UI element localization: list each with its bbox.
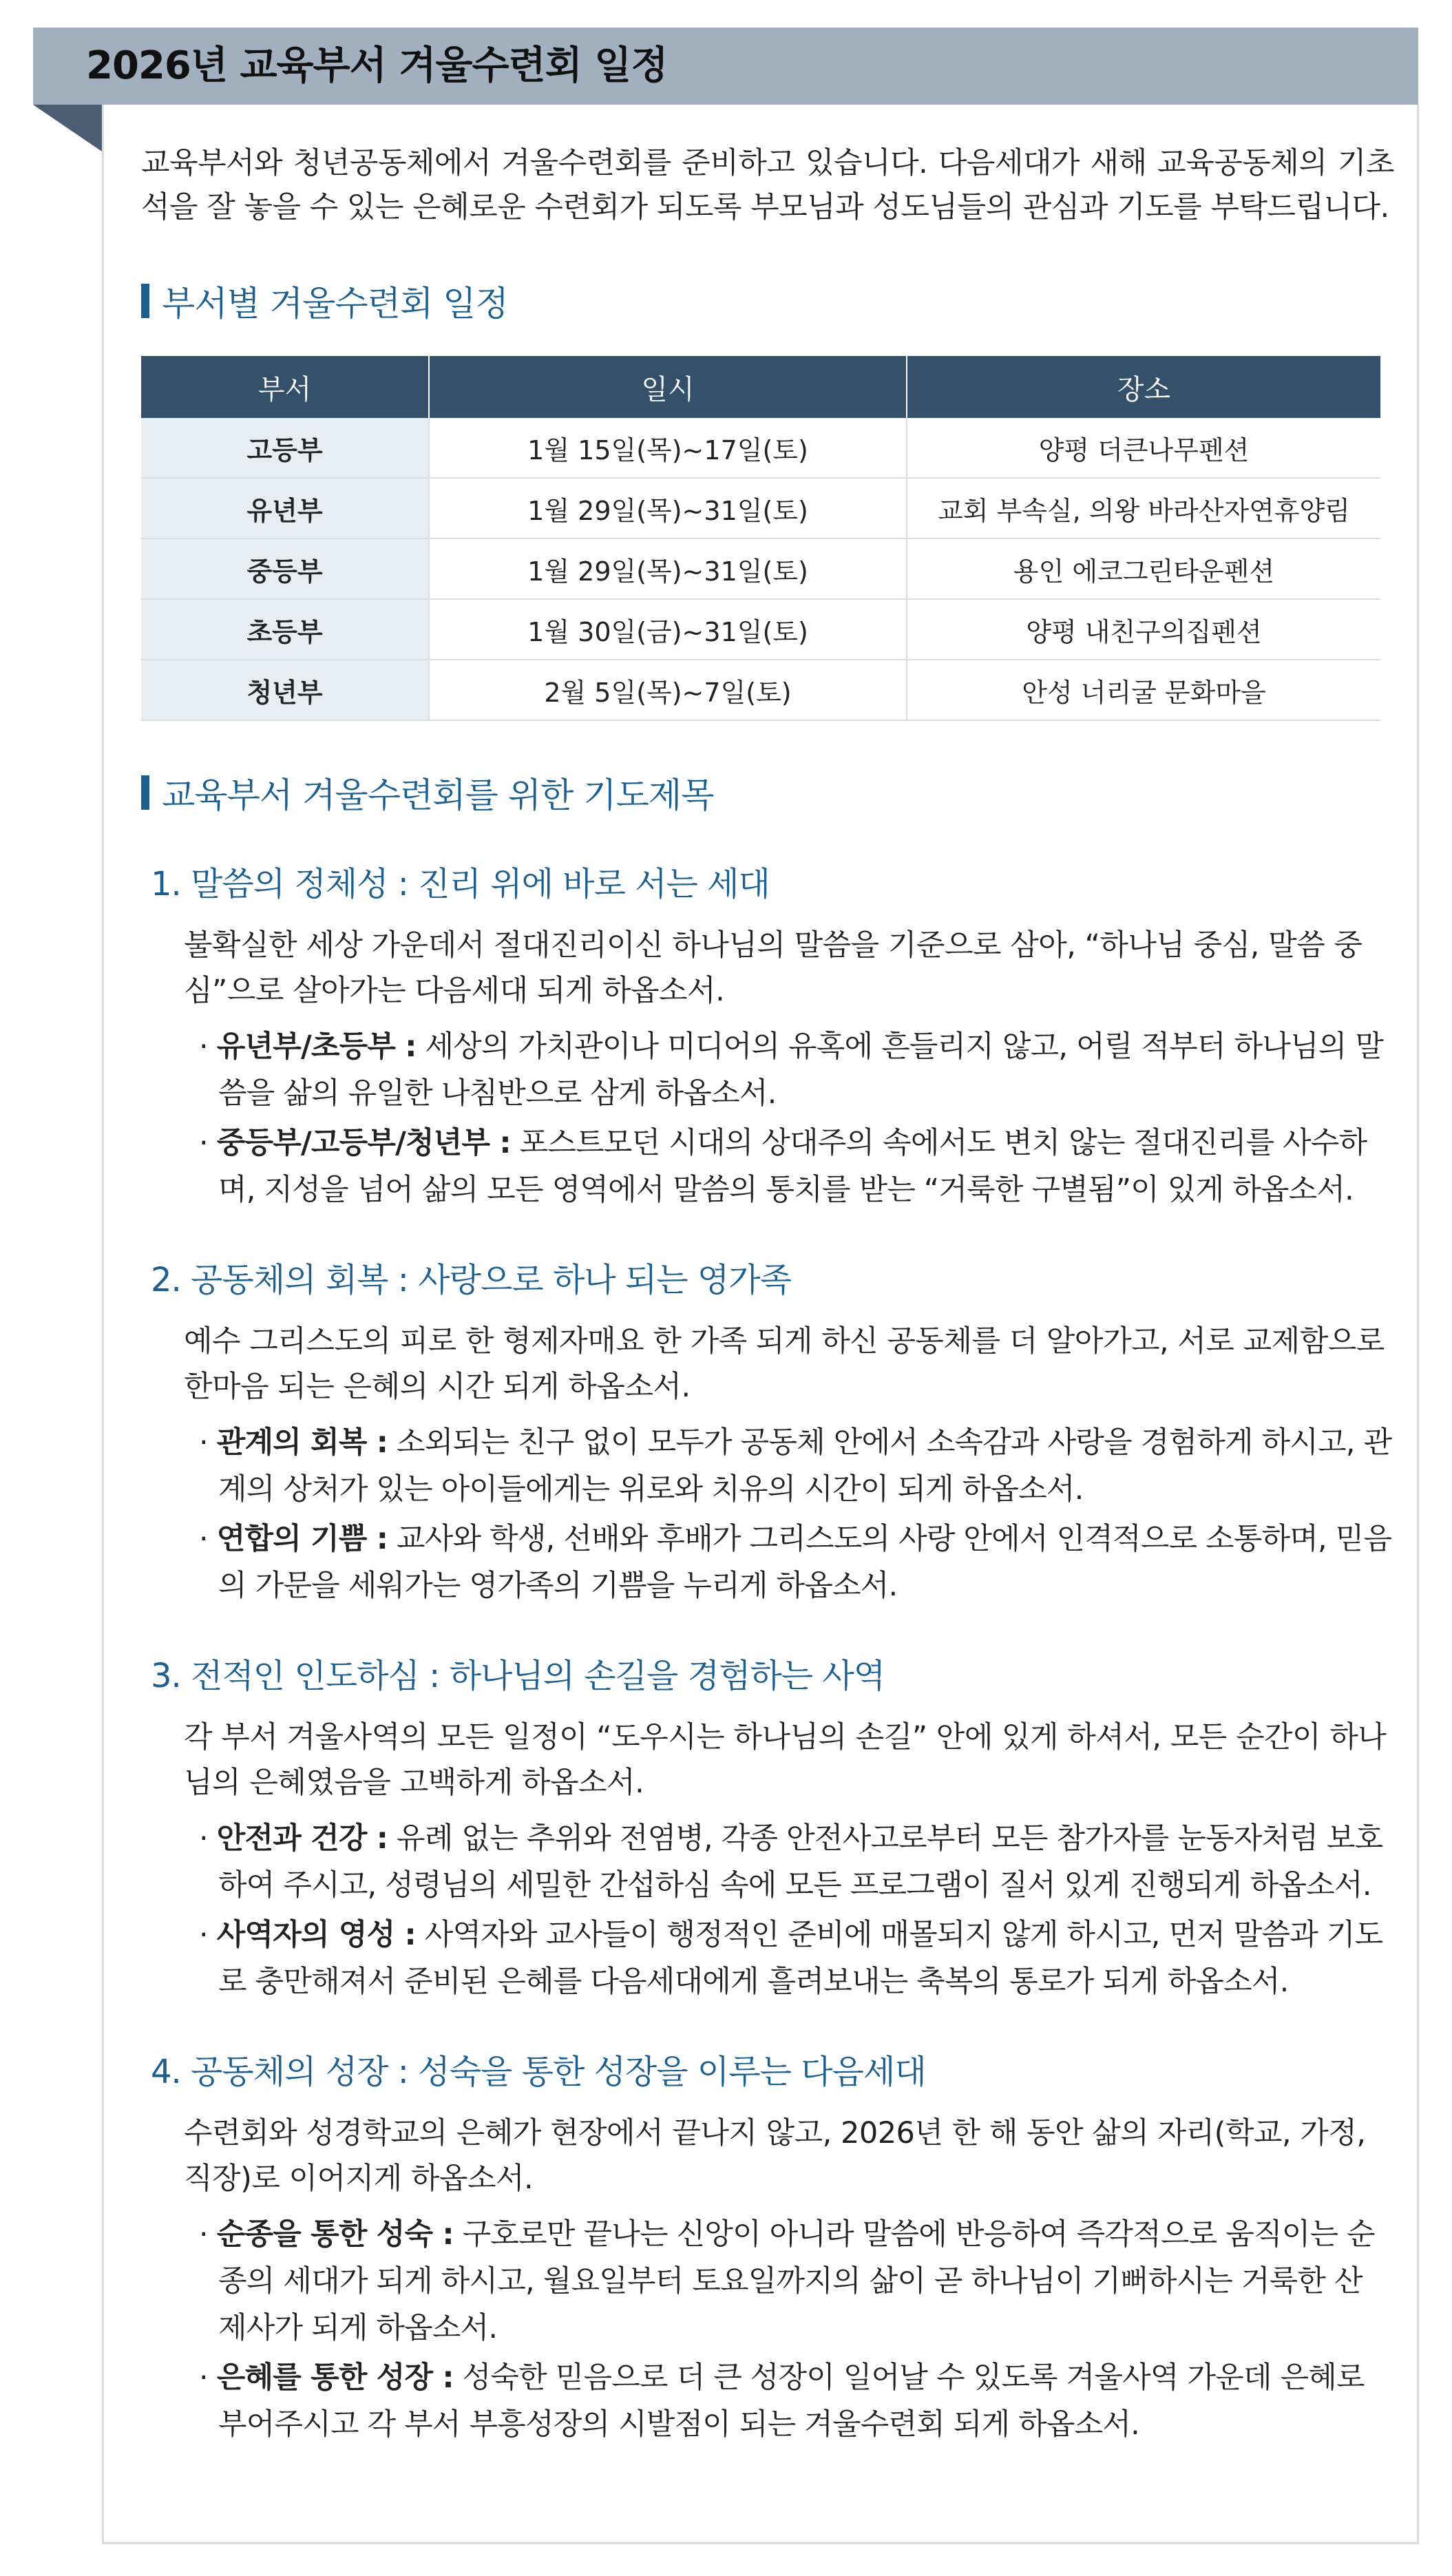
place-cell: 양평 더큰나무펜션 bbox=[907, 418, 1380, 478]
prayer-topic bbox=[141, 857, 1394, 1213]
prayer-topic bbox=[141, 2045, 1394, 2448]
date-cell: 2월 5일(목)~7일(토) bbox=[429, 660, 907, 720]
header-fold-decoration bbox=[33, 105, 102, 151]
topic-bullet: · 연합의 기쁨 : 교사와 학생, 선배와 후배가 그리스도의 사랑 안에서 인격적으로 소통하며, 믿음의 가문을 세워가는 영가족의 기쁨을 누리게 하옵소서. bbox=[199, 1522, 1392, 1603]
topic-bullet: · 관계의 회복 : 소외되는 친구 없이 모두가 공동체 안에서 소속감과 사랑을 경험하게 하시고, 관계의 상처가 있는 아이들에게는 위로와 치유의 시간이 되게 하옵소서. bbox=[199, 1425, 1392, 1507]
topic-title: 3. 전적인 인도하심 : 하나님의 손길을 경험하는 사역 bbox=[151, 1657, 885, 1695]
page-title: 2026년 교육부서 겨울수련회 일정 bbox=[86, 43, 668, 88]
bullet-text: 소외되는 친구 없이 모두가 공동체 안에서 소속감과 사랑을 경험하게 하시고, 관계의 상처가 있는 아이들에게는 위로와 치유의 시간이 되게 하옵소서. bbox=[218, 1425, 1392, 1507]
bullet-label: 연합의 기쁨 : bbox=[216, 1522, 388, 1556]
topic-text: 각 부서 겨울사역의 모든 일정이 “도우시는 하나님의 손길” 안에 있게 하셔서, 모든 순간이 하나님의 은혜였음을 고백하게 하옵소서. bbox=[184, 1720, 1387, 1800]
bullet-label: 안전과 건강 : bbox=[216, 1821, 388, 1856]
topic-title: 4. 공동체의 성장 : 성숙을 통한 성장을 이루는 다음세대 bbox=[151, 2053, 926, 2091]
bullet-text: 사역자와 교사들이 행정적인 준비에 매몰되지 않게 하시고, 먼저 말씀과 기도로 충만해져서 준비된 은혜를 다음세대에게 흘려보내는 축복의 통로가 되게 하옵소서. bbox=[218, 1918, 1383, 1999]
date-cell: 1월 29일(목)~31일(토) bbox=[429, 478, 907, 538]
date-cell: 1월 29일(목)~31일(토) bbox=[429, 538, 907, 599]
place-cell: 용인 에코그린타운펜션 bbox=[907, 538, 1380, 599]
bullet-label: 중등부/고등부/청년부 : bbox=[216, 1126, 511, 1160]
table-row bbox=[141, 660, 1380, 720]
dept-cell: 고등부 bbox=[141, 418, 429, 478]
bullet-text: 성숙한 믿음으로 더 큰 성장이 일어날 수 있도록 겨울사역 가운데 은혜로 부어주시고 각 부서 부흥성장의 시발점이 되는 겨울수련회 되게 하옵소서. bbox=[218, 2360, 1365, 2442]
bullet-label: 유년부/초등부 : bbox=[216, 1029, 417, 1064]
topic-bullet: · 중등부/고등부/청년부 : 포스트모던 시대의 상대주의 속에서도 변치 않는 절대진리를 사수하며, 지성을 넘어 삶의 모든 영역에서 말씀의 통치를 받는 “거룩한 구별됨”이 있게 하옵소서. bbox=[199, 1126, 1367, 1207]
topic-bullet: · 사역자의 영성 : 사역자와 교사들이 행정적인 준비에 매몰되지 않게 하시고, 먼저 말씀과 기도로 충만해져서 준비된 은혜를 다음세대에게 흘려보내는 축복의 통로가 되게 하옵소서. bbox=[199, 1918, 1383, 1999]
prayer-section-heading bbox=[141, 768, 1394, 817]
place-cell: 양평 내친구의집펜션 bbox=[907, 599, 1380, 660]
column-header-place: 장소 bbox=[907, 356, 1380, 418]
table-row bbox=[141, 478, 1380, 538]
column-header-date: 일시 bbox=[429, 356, 907, 418]
date-cell: 1월 15일(목)~17일(토) bbox=[429, 418, 907, 478]
topic-text: 수련회와 성경학교의 은혜가 현장에서 끝나지 않고, 2026년 한 해 동안 삶의 자리(학교, 가정, 직장)로 이어지게 하옵소서. bbox=[184, 2116, 1366, 2196]
schedule-section-heading bbox=[141, 276, 1394, 326]
frame-border-right bbox=[1417, 105, 1419, 2542]
bullet-label: 사역자의 영성 : bbox=[216, 1918, 416, 1952]
bullet-label: 순종을 통한 성숙 : bbox=[216, 2217, 454, 2252]
dept-cell: 청년부 bbox=[141, 660, 429, 720]
dept-cell: 중등부 bbox=[141, 538, 429, 599]
table-row bbox=[141, 538, 1380, 599]
topic-bullet: · 은혜를 통한 성장 : 성숙한 믿음으로 더 큰 성장이 일어날 수 있도록 겨울사역 가운데 은혜로 부어주시고 각 부서 부흥성장의 시발점이 되는 겨울수련회 되게 하옵소서. bbox=[199, 2360, 1365, 2442]
schedule-table bbox=[141, 356, 1380, 721]
date-cell: 1월 30일(금)~31일(토) bbox=[429, 599, 907, 660]
schedule-heading-text: 부서별 겨울수련회 일정 bbox=[162, 284, 508, 324]
topic-title: 2. 공동체의 회복 : 사랑으로 하나 되는 영가족 bbox=[151, 1261, 792, 1299]
bullet-text: 구호로만 끝나는 신앙이 아니라 말씀에 반응하여 즉각적으로 움직이는 순종의 세대가 되게 하시고, 월요일부터 토요일까지의 삶이 곧 하나님이 기뻐하시는 거룩한 산 제사가 되게 하옵소서. bbox=[218, 2217, 1375, 2345]
dept-cell: 유년부 bbox=[141, 478, 429, 538]
bullet-label: 은혜를 통한 성장 : bbox=[216, 2360, 454, 2395]
place-cell: 안성 너리굴 문화마을 bbox=[907, 660, 1380, 720]
topic-text: 불확실한 세상 가운데서 절대진리이신 하나님의 말씀을 기준으로 삼아, “하나님 중심, 말씀 중심”으로 살아가는 다음세대 되게 하옵소서. bbox=[184, 928, 1362, 1008]
bullet-text: 포스트모던 시대의 상대주의 속에서도 변치 않는 절대진리를 사수하며, 지성을 넘어 삶의 모든 영역에서 말씀의 통치를 받는 “거룩한 구별됨”이 있게 하옵소서. bbox=[218, 1126, 1367, 1207]
table-row bbox=[141, 418, 1380, 478]
place-cell: 교회 부속실, 의왕 바라산자연휴양림 bbox=[907, 478, 1380, 538]
topic-text: 예수 그리스도의 피로 한 형제자매요 한 가족 되게 하신 공동체를 더 알아가고, 서로 교제함으로 한마음 되는 은혜의 시간 되게 하옵소서. bbox=[184, 1324, 1385, 1404]
dept-cell: 초등부 bbox=[141, 599, 429, 660]
table-row bbox=[141, 599, 1380, 660]
intro-paragraph: 교육부서와 청년공동체에서 겨울수련회를 준비하고 있습니다. 다음세대가 새해 교육공동체의 기초석을 잘 놓을 수 있는 은혜로운 수련회가 되도록 부모님과 성도님들의 관심과 기도를 부탁드립니다. bbox=[141, 146, 1394, 224]
section-marker-icon bbox=[141, 284, 149, 318]
bullet-text: 교사와 학생, 선배와 후배가 그리스도의 사랑 안에서 인격적으로 소통하며, 믿음의 가문을 세워가는 영가족의 기쁨을 누리게 하옵소서. bbox=[218, 1522, 1392, 1603]
frame-border-left bbox=[102, 105, 104, 2542]
topic-bullet: · 순종을 통한 성숙 : 구호로만 끝나는 신앙이 아니라 말씀에 반응하여 즉각적으로 움직이는 순종의 세대가 되게 하시고, 월요일부터 토요일까지의 삶이 곧 하나님이 기뻐하시는 거룩한 산 제사가 되게 하옵소서. bbox=[199, 2217, 1375, 2345]
topic-bullet: · 유년부/초등부 : 세상의 가치관이나 미디어의 유혹에 흔들리지 않고, 어릴 적부터 하나님의 말씀을 삶의 유일한 나침반으로 삼게 하옵소서. bbox=[199, 1029, 1384, 1111]
prayer-topic bbox=[141, 1649, 1394, 2005]
section-marker-icon bbox=[141, 775, 149, 810]
column-header-dept: 부서 bbox=[141, 356, 429, 418]
bullet-text: 유례 없는 추위와 전염병, 각종 안전사고로부터 모든 참가자를 눈동자처럼 보호하여 주시고, 성령님의 세밀한 간섭하심 속에 모든 프로그램이 질서 있게 진행되게 하옵소서. bbox=[218, 1821, 1383, 1903]
frame-border-bottom bbox=[102, 2542, 1419, 2544]
bullet-label: 관계의 회복 : bbox=[216, 1425, 388, 1460]
topic-bullet: · 안전과 건강 : 유례 없는 추위와 전염병, 각종 안전사고로부터 모든 참가자를 눈동자처럼 보호하여 주시고, 성령님의 세밀한 간섭하심 속에 모든 프로그램이 질서 있게 진행되게 하옵소서. bbox=[199, 1821, 1383, 1903]
content bbox=[141, 141, 1394, 2448]
table-header-row bbox=[141, 356, 1380, 418]
bullet-text: 세상의 가치관이나 미디어의 유혹에 흔들리지 않고, 어릴 적부터 하나님의 말씀을 삶의 유일한 나침반으로 삼게 하옵소서. bbox=[218, 1029, 1384, 1111]
topic-title: 1. 말씀의 정체성 : 진리 위에 바로 서는 세대 bbox=[151, 865, 770, 903]
prayer-heading-text: 교육부서 겨울수련회를 위한 기도제목 bbox=[162, 775, 714, 815]
prayer-topic bbox=[141, 1253, 1394, 1609]
